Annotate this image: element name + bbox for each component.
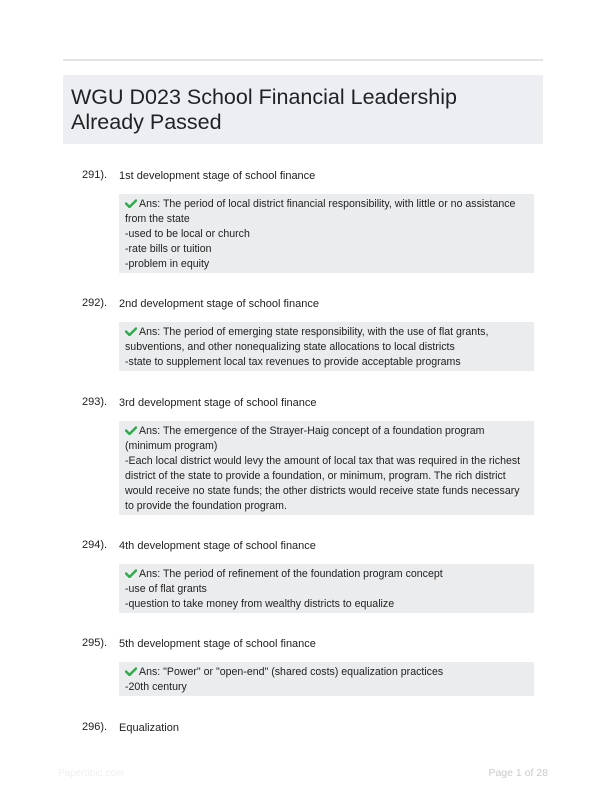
answer-line: -state to supplement local tax revenues to provide acceptable programs: [125, 356, 461, 368]
answer-line: Ans: The period of local district financial responsibility, with little or no assistance: [125, 197, 528, 212]
checkmark-icon: [125, 569, 137, 578]
question-text: 3rd development stage of school finance: [119, 397, 317, 409]
question-number: 292).: [82, 297, 108, 309]
answer-line: Ans: The period of refinement of the foundation program concept: [125, 567, 528, 582]
answer-box: [119, 194, 534, 273]
answer-line: subventions, and other nonequalizing state allocations to local districts: [125, 341, 455, 353]
answer-box: [119, 421, 534, 515]
question-number: 293).: [82, 396, 108, 408]
answer-line: from the state: [125, 213, 190, 225]
question-text: 4th development stage of school finance: [119, 540, 316, 552]
answer-line: -20th century: [125, 681, 187, 693]
answer-line: Ans: The emergence of the Strayer-Haig concept of a foundation program: [125, 424, 528, 439]
answer-line: to provide the foundation program.: [125, 500, 287, 512]
answer-box: [119, 322, 534, 371]
question-text: Equalization: [119, 722, 179, 734]
top-divider: [63, 59, 543, 61]
checkmark-icon: [125, 327, 137, 336]
question-text: 5th development stage of school finance: [119, 638, 316, 650]
title-box: [63, 75, 543, 144]
answer-line: -rate bills or tuition: [125, 243, 212, 255]
answer-line: Ans: "Power" or "open-end" (shared costs) equalization practices: [125, 665, 528, 680]
answer-line: Ans: The period of emerging state responsibility, with the use of flat grants,: [125, 325, 528, 340]
checkmark-icon: [125, 199, 137, 208]
answer-line: -question to take money from wealthy districts to equalize: [125, 598, 395, 610]
document-title: WGU D023 School Financial Leadership Already Passed: [71, 85, 458, 134]
question-text: 2nd development stage of school finance: [119, 298, 319, 310]
answer-line: -use of flat grants: [125, 583, 207, 595]
checkmark-icon: [125, 667, 137, 676]
question-number: 291).: [82, 169, 108, 181]
question-number: 294).: [82, 539, 108, 551]
answer-box: [119, 564, 534, 613]
watermark: Papertibic.com: [58, 768, 125, 779]
page-number: Page 1 of 28: [488, 767, 548, 779]
answer-line: (minimum program): [125, 440, 218, 452]
question-number: 295).: [82, 637, 108, 649]
answer-line: district of the state to provide a foundation, or minimum, program. The rich district: [125, 470, 506, 482]
answer-line: would receive no state funds; the other districts would receive state funds necessary: [125, 485, 520, 497]
answer-line: -Each local district would levy the amount of local tax that was required in the richest: [125, 455, 521, 467]
answer-line: -problem in equity: [125, 258, 210, 270]
checkmark-icon: [125, 426, 137, 435]
answer-line: -used to be local or church: [125, 228, 250, 240]
answer-box: [119, 662, 534, 696]
question-number: 296).: [82, 721, 108, 733]
question-text: 1st development stage of school finance: [119, 170, 316, 182]
